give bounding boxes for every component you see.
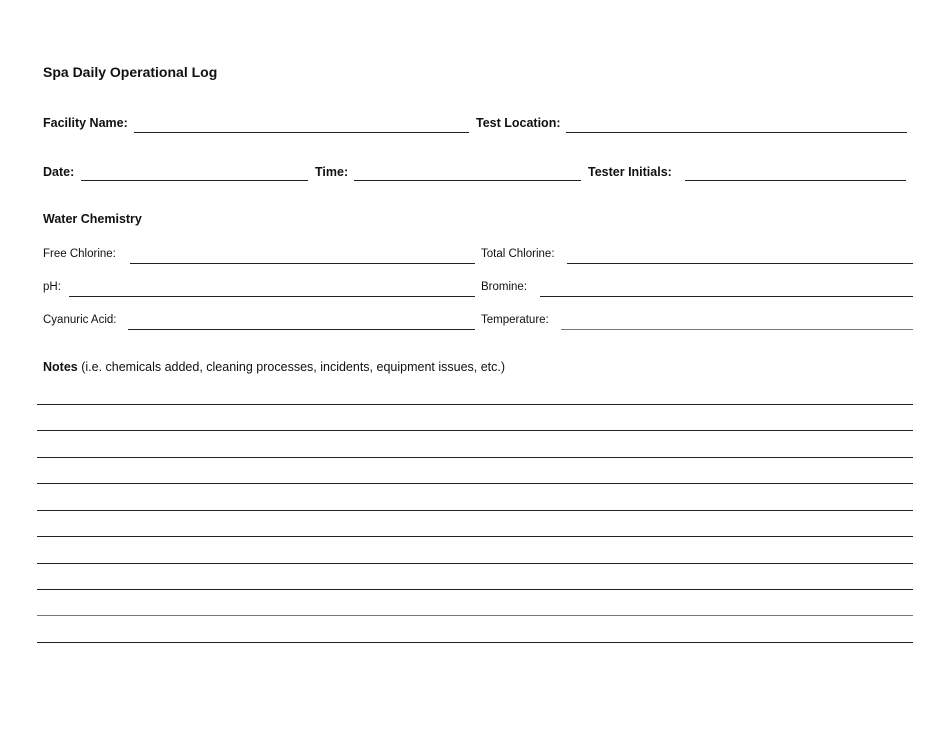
notes-line-7[interactable] [37, 563, 913, 564]
notes-line-9[interactable] [37, 615, 913, 616]
notes-line-5[interactable] [37, 510, 913, 511]
facility-name-label: Facility Name: [43, 116, 128, 130]
notes-line-8[interactable] [37, 589, 913, 590]
notes-line-6[interactable] [37, 536, 913, 537]
page-title: Spa Daily Operational Log [43, 64, 218, 80]
bromine-label: Bromine: [481, 281, 528, 293]
total-chlorine-label: Total Chlorine: [481, 248, 555, 260]
notes-title: Notes [43, 360, 78, 374]
notes-line-10[interactable] [37, 642, 913, 643]
notes-hint: (i.e. chemicals added, cleaning processes, incidents, equipment issues, etc.) [77, 360, 506, 374]
test-location-field[interactable] [566, 132, 907, 133]
temperature-field[interactable] [561, 329, 913, 330]
free-chlorine-field[interactable] [130, 263, 475, 264]
notes-line-2[interactable] [37, 430, 913, 431]
tester-initials-field[interactable] [685, 180, 906, 181]
notes-line-1[interactable] [37, 404, 913, 405]
tester-initials-label: Tester Initials: [588, 165, 672, 179]
free-chlorine-label: Free Chlorine: [43, 248, 116, 260]
ph-field[interactable] [69, 296, 475, 297]
date-label: Date: [43, 165, 75, 179]
cyanuric-acid-field[interactable] [128, 329, 475, 330]
test-location-label: Test Location: [476, 116, 561, 130]
bromine-field[interactable] [540, 296, 913, 297]
notes-label [43, 360, 505, 374]
temperature-label: Temperature: [481, 314, 549, 326]
notes-line-3[interactable] [37, 457, 913, 458]
time-field[interactable] [354, 180, 581, 181]
ph-label: pH: [43, 281, 61, 293]
water-chemistry-heading: Water Chemistry [43, 212, 142, 226]
notes-line-4[interactable] [37, 483, 913, 484]
facility-name-field[interactable] [134, 132, 469, 133]
time-label: Time: [315, 165, 349, 179]
total-chlorine-field[interactable] [567, 263, 913, 264]
date-field[interactable] [81, 180, 308, 181]
cyanuric-acid-label: Cyanuric Acid: [43, 314, 117, 326]
